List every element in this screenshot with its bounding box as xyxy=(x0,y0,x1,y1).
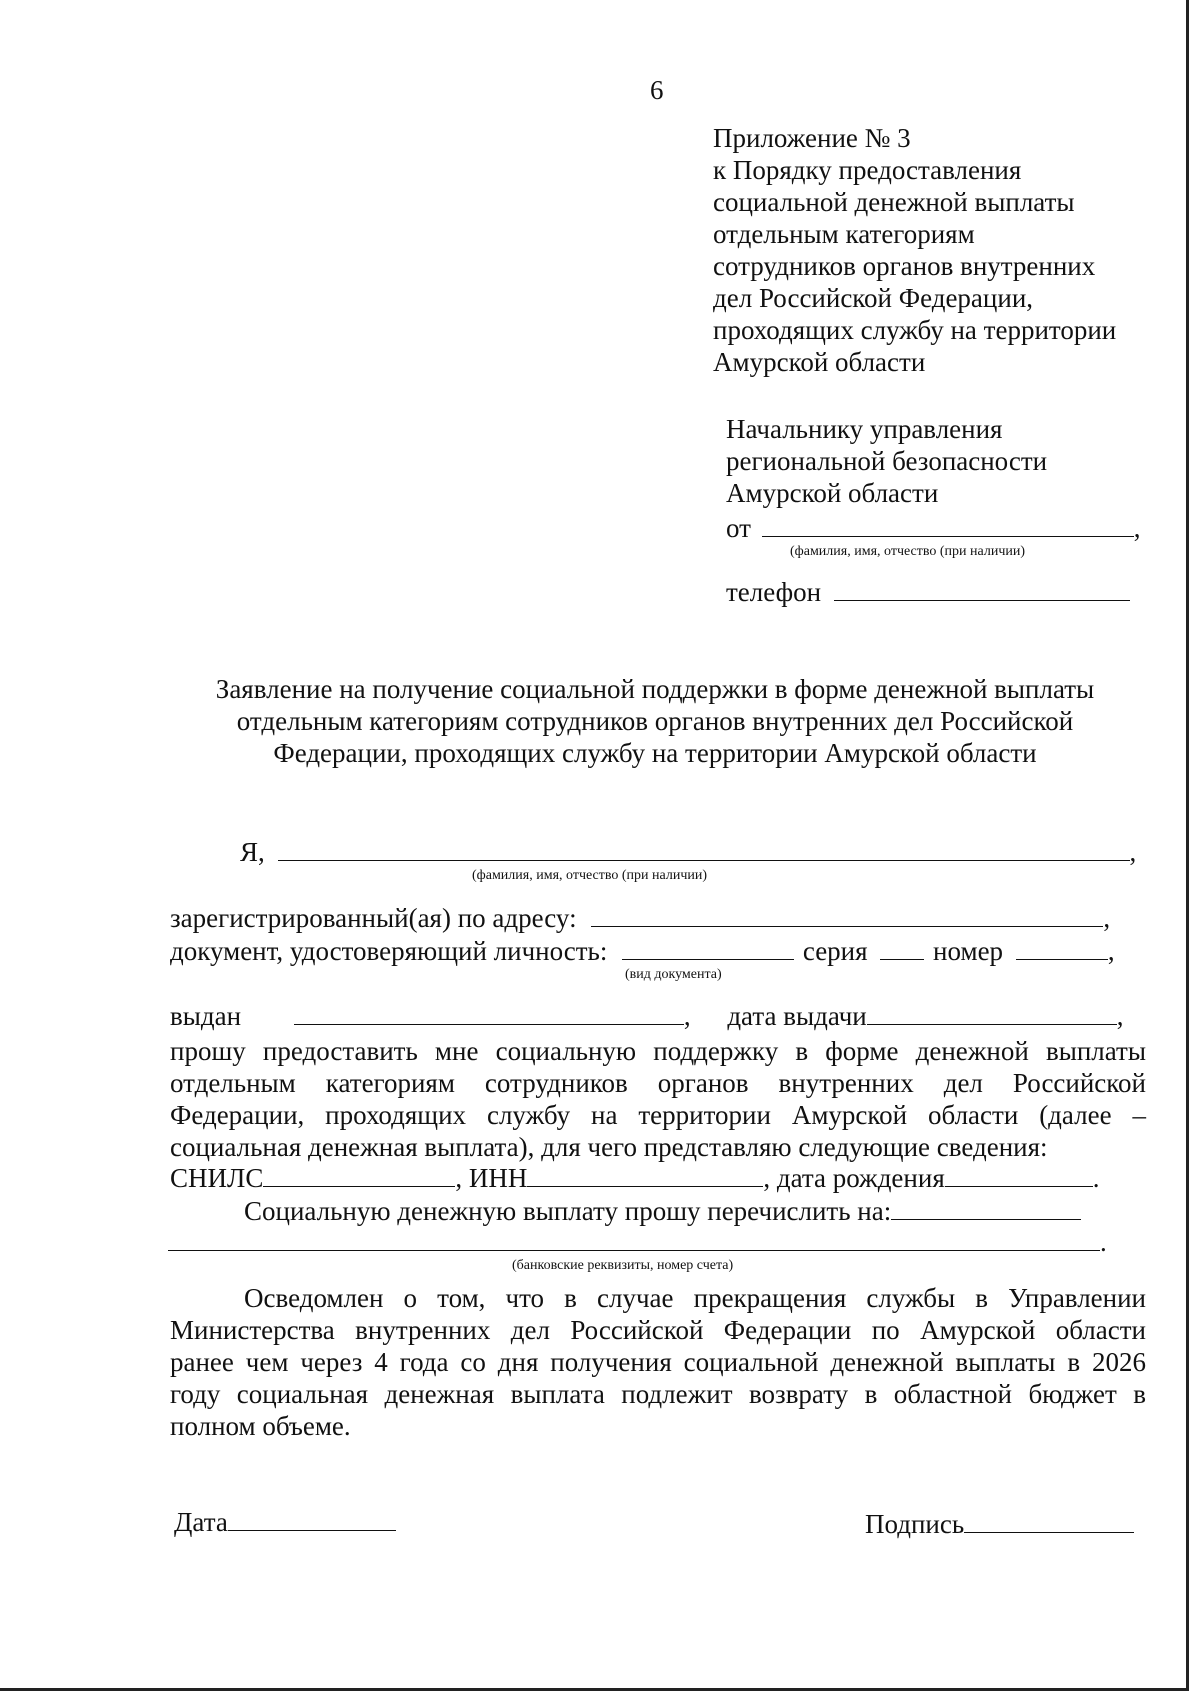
from-label: от xyxy=(726,513,751,543)
issued-row xyxy=(170,1000,1124,1032)
ya-comma: , xyxy=(1129,837,1137,867)
series-label: серия xyxy=(802,936,868,966)
address-label: зарегистрированный(ая) по адресу: xyxy=(170,903,577,933)
address-comma: , xyxy=(1103,903,1111,933)
snils-blank[interactable] xyxy=(263,1186,455,1187)
title-line: Федерации, проходящих службу на территории Амурской области xyxy=(273,738,1037,768)
series-blank[interactable] xyxy=(880,959,924,960)
address-row xyxy=(170,902,1110,934)
title-line: Заявление на получение социальной поддержки в форме денежной выплаты xyxy=(215,674,1095,704)
issued-comma: , xyxy=(683,1001,691,1031)
issued-label: выдан xyxy=(170,1001,242,1031)
page-edge-right xyxy=(1186,0,1189,1690)
date-blank[interactable] xyxy=(228,1530,396,1531)
notice-line: ранее чем через 4 года со дня получения социальной денежной выплаты в 2026 xyxy=(170,1347,1146,1377)
inn-blank[interactable] xyxy=(527,1186,763,1187)
addressee-line: Начальнику управления xyxy=(726,414,1003,444)
from-name-blank[interactable] xyxy=(762,536,1134,537)
signature-row xyxy=(865,1508,1134,1540)
appendix-line: социальной денежной выплаты xyxy=(713,187,1075,217)
issue-date-comma: , xyxy=(1116,1001,1124,1031)
request-line: Федерации, проходящих службу на территории Амурской области (далее – xyxy=(170,1100,1146,1130)
bank-row xyxy=(168,1226,1107,1258)
number-label: номер xyxy=(933,936,1004,966)
notice-line: году социальная денежная выплата подлежит возврату в областной бюджет в xyxy=(170,1379,1146,1409)
document-comma: , xyxy=(1107,936,1115,966)
document-title xyxy=(140,673,1170,769)
phone-row xyxy=(726,576,1130,608)
number-blank[interactable] xyxy=(1016,959,1108,960)
request-line: социальная денежная выплата), для чего представляю следующие сведения: xyxy=(170,1132,1048,1162)
addressee-line: региональной безопасности xyxy=(726,446,1048,476)
inn-label: , ИНН xyxy=(455,1163,528,1193)
addressee-line: Амурской области xyxy=(726,478,939,508)
transfer-label: Социальную денежную выплату прошу перечислить на: xyxy=(244,1196,892,1226)
fio-caption: (фамилия, имя, отчество (при наличии) xyxy=(472,868,708,883)
bank-period: . xyxy=(1100,1227,1107,1257)
bank-details-blank[interactable] xyxy=(168,1250,1100,1251)
request-line: отдельным категориям сотрудников органов внутренних дел Российской xyxy=(170,1068,1146,1098)
transfer-blank[interactable] xyxy=(891,1219,1081,1220)
addressee-block xyxy=(726,413,1047,509)
date-row xyxy=(174,1506,396,1538)
snils-label: СНИЛС xyxy=(170,1163,264,1193)
date-label: Дата xyxy=(174,1507,228,1537)
notice-line: Министерства внутренних дел Российской Федерации по Амурской области xyxy=(170,1315,1146,1345)
document-type-blank[interactable] xyxy=(622,959,794,960)
signature-blank[interactable] xyxy=(964,1532,1134,1533)
birth-period: . xyxy=(1092,1163,1100,1193)
appendix-line: Амурской области xyxy=(713,347,926,377)
address-blank[interactable] xyxy=(591,926,1103,927)
ya-label: Я, xyxy=(240,837,265,867)
appendix-line: сотрудников органов внутренних xyxy=(713,251,1096,281)
birth-date-blank[interactable] xyxy=(945,1186,1093,1187)
phone-label: телефон xyxy=(726,577,822,607)
from-caption: (фамилия, имя, отчество (при наличии) xyxy=(790,544,1026,559)
appendix-line: проходящих службу на территории xyxy=(713,315,1117,345)
notice-paragraph xyxy=(170,1282,1146,1442)
transfer-row xyxy=(244,1195,1081,1227)
document-label: документ, удостоверяющий личность: xyxy=(170,936,608,966)
notice-line: Осведомлен о том, что в случае прекращения службы в Управлении xyxy=(244,1283,1146,1313)
title-line: отдельным категориям сотрудников органов внутренних дел Российской xyxy=(236,706,1074,736)
appendix-line: дел Российской Федерации, xyxy=(713,283,1034,313)
issue-date-blank[interactable] xyxy=(867,1024,1117,1025)
notice-line: полном объеме. xyxy=(170,1411,351,1441)
issue-date-label: дата выдачи xyxy=(727,1001,867,1031)
appendix-block xyxy=(713,122,1116,378)
phone-blank[interactable] xyxy=(834,600,1130,601)
doc-type-caption: (вид документа) xyxy=(625,967,722,982)
signature-label: Подпись xyxy=(865,1509,965,1539)
appendix-line: отдельным категориям xyxy=(713,219,975,249)
applicant-row xyxy=(240,836,1136,868)
issued-by-blank[interactable] xyxy=(294,1024,684,1025)
from-comma: , xyxy=(1133,513,1141,543)
request-paragraph xyxy=(170,1035,1146,1163)
appendix-line: к Порядку предоставления xyxy=(713,155,1022,185)
request-line: прошу предоставить мне социальную поддержку в форме денежной выплаты xyxy=(170,1036,1146,1066)
document-row xyxy=(170,935,1115,967)
applicant-name-blank[interactable] xyxy=(278,860,1130,861)
page-edge-bottom xyxy=(0,1688,1189,1691)
bank-caption: (банковские реквизиты, номер счета) xyxy=(512,1258,734,1273)
page-number: 6 xyxy=(650,75,664,105)
from-row xyxy=(726,512,1140,544)
ids-row xyxy=(170,1162,1099,1194)
appendix-line: Приложение № 3 xyxy=(713,123,911,153)
birth-label: , дата рождения xyxy=(763,1163,945,1193)
